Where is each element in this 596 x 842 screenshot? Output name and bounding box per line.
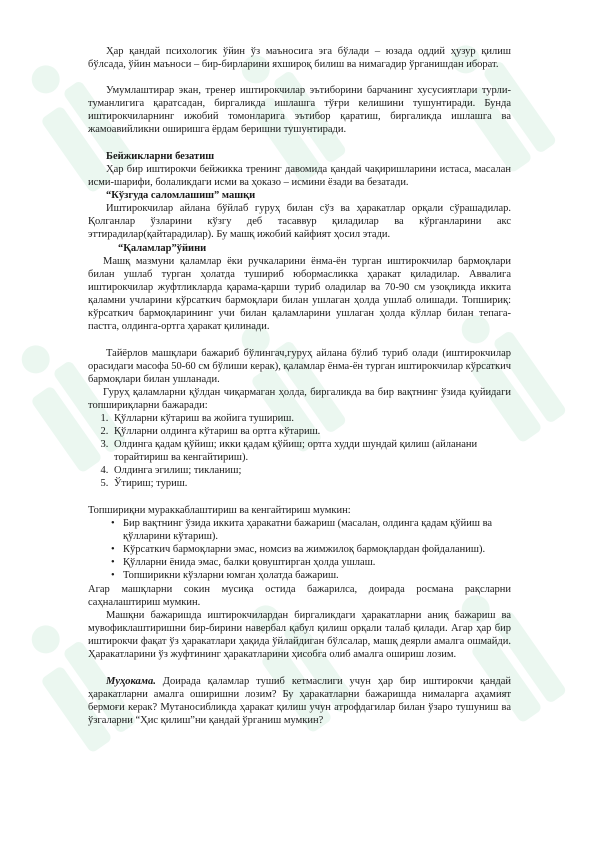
list-item: 2. Қўлларни олдинга кўтариш ва ортга кўтариш. [111, 425, 511, 438]
list-item: 4. Олдинга эгилиш; тикланиш; [111, 464, 511, 477]
steps-list [88, 412, 511, 491]
heading-pencils-game: “Қаламлар”ўйини [118, 243, 207, 254]
paragraph-mirror-greeting: Иштирокчилар айлана бўйлаб гуруҳ билан сўз ва ҳаракатлар орқали сўрашадилар. Қолганлар ўзларини кўзгу деб тасаввур қиладилар ва кўрганларини акс эттирадилар(қайтарадилар). Бу машқ ижобий кайфият ҳосил этади. [88, 203, 511, 241]
heading-badges: Бейжикларни безатиш [106, 151, 215, 162]
list-item: 5. Ўтириш; туриш. [111, 477, 511, 490]
paragraph-group-tasks: Гуруҳ қаламларни қўлдан чиқармаган ҳолда, биргаликда ва бир вақтнинг ўзида қуйидаги топшириқларни бажаради: [88, 387, 511, 412]
paragraph-intro: Ҳар қандай психологик ўйин ўз маъносига эга бўлади – юзада оддий ҳузур қилиш бўлсада, ўйин маъноси – бир-бирларини яхшироқ билиш ва нимагадир ўрганишдан иборат. [88, 46, 511, 71]
paragraph-pencils-intro: Машқ мазмуни қаламлар ёки ручкаларини ёнма-ён турган иштирокчилар бармоқлари билан ушлаб турган ҳолатда тушириб юбормасликка ҳаракат қиладилар. Аввалига иштирокчилар жуфтликларда қарама-қарши туриб оладилар ва 70-90 см узоқликда иккита қаламни учларини кўрсаткич бармоқлари билан ушлаган ҳолда ушлаб олишади. Топшириқ: кўрсаткич бармоқларининг учи билан қаламларини ушлаган ҳолда кўллар билан тепага-пастга, олдинга-ортга ҳаракат қилинади. [88, 256, 511, 333]
list-item: • Топширикни кўзларни юмган ҳолатда бажариш. [111, 569, 511, 582]
paragraph-badges: Ҳар бир иштирокчи бейжикка тренинг давомида қандай чақиришларини истаса, масалан исми-шарифи, болаликдаги исми ва ҳоказо – исмини ёзади ва безатади. [88, 164, 511, 189]
list-item: 3. Олдинга қадам қўйиш; икки қадам қўйиш; ортга худди шундай қилиш (айланани торайтириш ва кенгайтириш). [111, 438, 511, 464]
list-item: • Бир вақтнинг ўзида иккита ҳаракатни бажариш (масалан, олдинга қадам қўйиш ва қўлларини кўтариш). [111, 517, 511, 543]
heading-mirror-greeting: “Кўзгуда саломлашиш” машқи [106, 190, 256, 201]
list-item: 1. Қўлларни кўтариш ва жойига тушириш. [111, 412, 511, 425]
paragraph-summary: Умумлаштирар экан, тренер иштирокчилар эътиборини барчанинг хусусиятлари турли-туманлигига қаратсадан, биргаликда ишлашга тўғри келишини тушунтиради. Бунда иштирокчиларнинг ижобий томонларига эътибор қаратиш, биргаликда ишлашга ва жамоавийликни оширишга ёрдам беришни тушунтиради. [88, 85, 511, 136]
paragraph-complicate: Топшириқни мураккаблаштириш ва кенгайтириш мумкин: [88, 505, 351, 516]
discussion-text: Доирада қаламлар тушиб кетмаслиги учун ҳар бир иштирокчи қандай ҳаракатларни амалга оширишни лозим? Бу ҳаракатларни бажаришда нималарга аҳамият бермоғи керак? Мутаносибликда ҳаракат қилиш учун атрофдагилар билан ўзаро тушуниш ва ўзгаларни “Ҳис қилиш”ни қандай ўрганиш мумкин? [88, 676, 511, 727]
bullet-list [88, 517, 511, 582]
paragraph-music: Агар машқларни сокин мусиқа остида бажарилса, доирада росмана рақсларни саҳналаштириш мумкин. [88, 584, 511, 609]
list-item: • Қўлларни ёнида эмас, балки қовуштирган ҳолда ушлаш. [111, 556, 511, 569]
discussion-label: Муҳокама. [106, 676, 156, 687]
paragraph-discussion [88, 675, 511, 727]
paragraph-pencils-circle: Тайёрлов машқлари бажариб бўлингач,гуруҳ айлана бўлиб туриб олади (иштирокчилар орасидаги масофа 50-60 см бўлиши керак), қаламлар ёнма-ён турган иштирокчилар кўрсаткич бармоқлари билан ушланади. [88, 348, 511, 386]
list-item: • Кўрсаткич бармоқларни эмас, номсиз ва жимжилоқ бармоқлардан фойдаланиш). [111, 543, 511, 556]
paragraph-coordination: Машқни бажаришда иштирокчилардан биргаликдаги ҳаракатларни аниқ бажариш ва мувофиклаштиришни бир-бирини навербал қабул қилиш орқали талаб қилади. Агар ҳар бир иштирокчи фақат ўз ҳаракатлари ҳақида ўйлайдиган бўлсалар, машқ деярли амалга ошмайди. Ҳаракатларини ўз жуфтининг ҳаракатларини ҳисобга олиб амалга ошириш лозим. [88, 610, 511, 661]
